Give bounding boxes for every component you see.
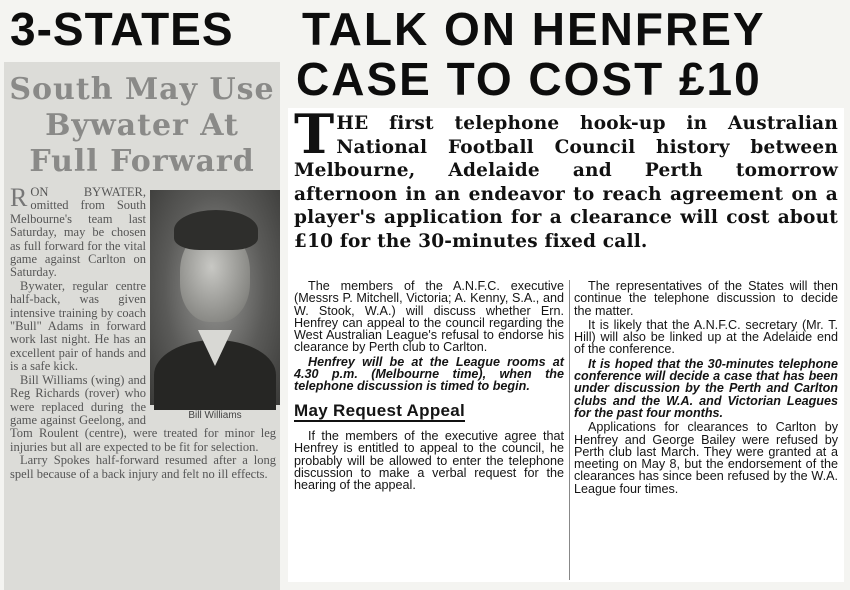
column-divider xyxy=(569,280,570,580)
section-subhead: May Request Appeal xyxy=(294,405,465,422)
lead-text: HE first telephone hook-up in Australian National Football Council history between Melbourne, Adelaide and Perth tomorrow afternoon in an endeavor to reach agreement on a player's application for a clearance will cost about £10 for the 30-minutes fixed call. xyxy=(294,113,838,252)
paragraph-bold: It is hoped that the 30-minutes telephone conference will decide a case that has been under discussion by the Perth and Carlton clubs and the W.A. and Victorian Leagues for the past four months. xyxy=(574,356,838,420)
side-paragraph: Bywater, regular centre half-back, was given intensive training by coach "Bull" Adams in forward work last night. He has an excellent pair of hands and is a safe kick. xyxy=(10,278,146,374)
paragraph: The representatives of the States will then continue the telephone discussion to decide the matter. xyxy=(574,279,838,318)
paragraph: It is likely that the A.N.F.C. secretary (Mr. T. Hill) will also be linked up at the Adelaide end of the conference. xyxy=(574,317,838,357)
story-column-2 xyxy=(574,280,838,497)
lead-paragraph xyxy=(294,102,838,254)
story-column-1 xyxy=(294,280,564,493)
photo-image xyxy=(150,190,280,405)
photo-caption: Bill Williams xyxy=(188,409,242,421)
paragraph: Applications for clearances to Carlton by Henfrey and George Bailey were refused by Perth club last March. They were granted at a meeting on May 8, but the endorsement of the clearances has since been refused by the W.A. League four times. xyxy=(574,420,838,496)
headline-line1a: 3-STATES xyxy=(10,3,234,55)
side-paragraph: Larry Spokes half-forward resumed after a long spell because of a back injury and felt no ill effects. xyxy=(10,453,276,481)
side-story xyxy=(4,62,280,590)
paragraph-bold: Henfrey will be at the League rooms at 4.30 p.m. (Melbourne time), when the telephone discussion is timed to begin. xyxy=(294,354,564,394)
main-story xyxy=(288,102,844,582)
side-dropcap: R xyxy=(10,183,28,212)
side-story-body xyxy=(4,183,280,481)
headline-line2: CASE TO COST £10 xyxy=(296,53,762,105)
paragraph: If the members of the executive agree that Henfrey is entitled to appeal to the council, he probably will be allowed to enter the telephone discussion to make a verbal request for the hearing of the appeal. xyxy=(294,428,564,493)
lead-dropcap: T xyxy=(294,102,335,166)
side-story-headline: South May Use Bywater At Full Forward xyxy=(9,72,275,179)
headline-line1b: TALK ON HENFREY xyxy=(302,3,766,55)
paragraph: The members of the A.N.F.C. executive (Messrs P. Mitchell, Victoria; A. Kenny, S.A., and W. Stook, W.A.) will discuss whether Ern. Henfrey can appeal to the council regarding the West Australian League's refusal to endorse his clearance by Perth club to Carlton. xyxy=(294,279,564,355)
side-paragraph: ON BYWATER, omitted from South Melbourne's team last Saturday, may be chosen as full forward for the vital game against Carlton on Saturday. xyxy=(10,185,146,280)
player-photo xyxy=(150,190,280,422)
side-paragraph: Bill Williams (wing) and Reg Richards (rover) who were replaced during the game against Geelong, and Tom Roulent (centre), were treated for minor leg injuries but all are expected to be fit for selection. xyxy=(10,372,276,454)
